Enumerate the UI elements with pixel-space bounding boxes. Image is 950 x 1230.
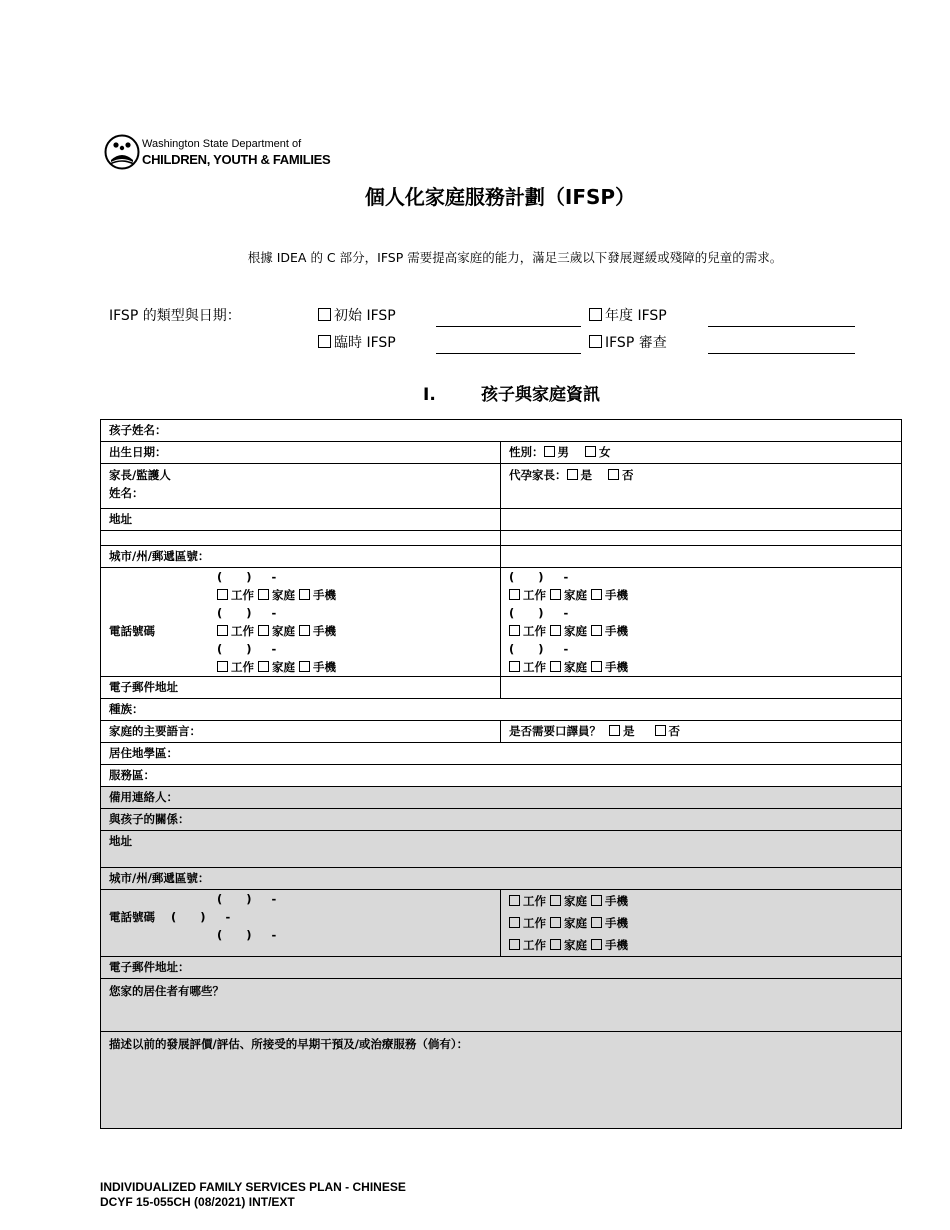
mobile-checkbox[interactable]: [591, 625, 602, 636]
option-label: 男: [557, 445, 569, 459]
interpreter-yes-checkbox[interactable]: [609, 725, 620, 736]
option-label: 家庭: [272, 624, 296, 638]
checkbox[interactable]: [589, 308, 602, 321]
phone-format: ( ) -: [217, 570, 277, 584]
female-checkbox[interactable]: [585, 446, 596, 457]
option-label: 年度 IFSP: [605, 308, 667, 324]
mobile-checkbox[interactable]: [299, 661, 310, 672]
phone-format: ( ) -: [217, 642, 277, 656]
option-label: 工作: [523, 660, 546, 674]
field-label: 代孕家長：: [509, 468, 567, 482]
option-label: 家庭: [564, 588, 588, 602]
phone-type-options: [217, 586, 492, 604]
address-line-2[interactable]: [101, 531, 501, 546]
field-label: 描述以前的發展評價/評估、所接受的早期干預及/或治療服務（倘有）：: [109, 1037, 469, 1051]
option-label: 工作: [231, 588, 254, 602]
alt-phone-field[interactable]: [101, 890, 501, 957]
home-checkbox[interactable]: [258, 661, 269, 672]
section-title: 孩子與家庭資訊: [481, 385, 600, 405]
language-field[interactable]: [101, 721, 501, 743]
address-field[interactable]: [101, 509, 501, 531]
address-line-2b[interactable]: [501, 531, 902, 546]
field-label: 備用連絡人：: [109, 790, 178, 804]
phone-type-options: [509, 586, 893, 604]
male-checkbox[interactable]: [544, 446, 555, 457]
option-label: 家庭: [564, 660, 588, 674]
option-label: 家庭: [272, 660, 296, 674]
ifsp-type-label: IFSP 的類型與日期：: [109, 308, 241, 324]
field-label: 電話號碼: [109, 910, 155, 924]
phone-type-options: [217, 622, 492, 640]
school-district-field[interactable]: [101, 743, 902, 765]
option-label: 是: [623, 724, 635, 738]
option-label: 家庭: [564, 938, 588, 952]
option-label: 工作: [523, 916, 546, 930]
home-checkbox[interactable]: [550, 895, 561, 906]
home-checkbox[interactable]: [550, 625, 561, 636]
email-field-2[interactable]: [501, 677, 902, 699]
field-label: 城市/州/郵遞區號：: [109, 549, 210, 563]
field-label: 電子郵件地址: [109, 680, 178, 694]
field-label: 居住地學區：: [109, 746, 178, 760]
home-checkbox[interactable]: [550, 661, 561, 672]
intro-text: 根據 IDEA 的 C 部分，IFSP 需要提高家庭的能力，滿足三歲以下發展遲緩或殘障的兒童的需求。: [247, 250, 783, 265]
work-checkbox[interactable]: [217, 625, 228, 636]
option-label: 工作: [231, 660, 254, 674]
checkbox[interactable]: [318, 308, 331, 321]
alt-address-field[interactable]: [101, 831, 902, 868]
footer-form-name: INDIVIDUALIZED FAMILY SERVICES PLAN - CHINESE: [100, 1180, 406, 1194]
field-label: 出生日期：: [109, 445, 167, 459]
phone-format: ( ) -: [217, 892, 277, 906]
option-label: 手機: [605, 916, 629, 930]
phone-field[interactable]: [101, 568, 501, 677]
option-label: 女: [599, 445, 611, 459]
field-label: 您家的居住者有哪些？: [109, 984, 224, 998]
option-annual-ifsp[interactable]: [589, 305, 667, 325]
mobile-checkbox[interactable]: [591, 661, 602, 672]
home-checkbox[interactable]: [550, 917, 561, 928]
form-title: 個人化家庭服務計劃（IFSP）: [364, 185, 636, 209]
city-field[interactable]: [101, 546, 501, 568]
dcyf-logo: [104, 134, 331, 172]
phone-format: ( ) -: [217, 606, 277, 620]
field-label: 性別：: [509, 445, 544, 459]
logo-line-2: CHILDREN, YOUTH & FAMILIES: [142, 152, 331, 167]
option-label: 工作: [523, 894, 546, 908]
option-label: 手機: [605, 624, 629, 638]
option-label: 否: [622, 468, 634, 482]
field-label: 種族：: [109, 702, 144, 716]
annual-ifsp-date-line[interactable]: [708, 326, 855, 327]
option-label: 手機: [313, 660, 337, 674]
mobile-checkbox[interactable]: [591, 895, 602, 906]
alt-city-field[interactable]: [101, 868, 902, 890]
option-label: 工作: [523, 624, 546, 638]
option-label: 手機: [313, 588, 337, 602]
option-label: 初始 IFSP: [334, 308, 396, 324]
section-number: I.: [423, 385, 436, 405]
option-ifsp-review[interactable]: [589, 332, 667, 352]
relationship-field[interactable]: [101, 809, 902, 831]
field-label: 姓名：: [109, 486, 144, 500]
home-checkbox[interactable]: [258, 589, 269, 600]
surrogate-field: [501, 464, 902, 509]
home-checkbox[interactable]: [550, 939, 561, 950]
option-label: 家庭: [272, 588, 296, 602]
option-label: 工作: [231, 624, 254, 638]
option-initial-ifsp[interactable]: [318, 305, 396, 325]
interpreter-field: [501, 721, 902, 743]
work-checkbox[interactable]: [509, 589, 520, 600]
option-label: 是: [580, 468, 592, 482]
mobile-checkbox[interactable]: [591, 939, 602, 950]
work-checkbox[interactable]: [509, 661, 520, 672]
home-checkbox[interactable]: [550, 589, 561, 600]
interim-ifsp-date-line[interactable]: [436, 353, 581, 354]
field-label: 電話號碼: [109, 624, 155, 638]
work-checkbox[interactable]: [217, 661, 228, 672]
option-label: 臨時 IFSP: [334, 335, 396, 351]
option-label: 手機: [605, 660, 629, 674]
prior-services-field[interactable]: [101, 1032, 902, 1129]
guardian-name-field[interactable]: [101, 464, 501, 509]
field-label: 孩子姓名：: [109, 423, 167, 437]
phone-format: ( ) -: [217, 928, 277, 942]
surrogate-no-checkbox[interactable]: [608, 469, 619, 480]
work-checkbox[interactable]: [217, 589, 228, 600]
interpreter-no-checkbox[interactable]: [655, 725, 666, 736]
city-field-2[interactable]: [501, 546, 902, 568]
gender-field: [501, 442, 902, 464]
field-label: 家長/監護人: [109, 468, 171, 482]
work-checkbox[interactable]: [509, 895, 520, 906]
dob-field[interactable]: [101, 442, 501, 464]
option-label: 手機: [605, 588, 629, 602]
option-label: 工作: [523, 938, 546, 952]
mobile-checkbox[interactable]: [299, 625, 310, 636]
phone-type-options: [509, 890, 893, 912]
checkbox[interactable]: [318, 335, 331, 348]
mobile-checkbox[interactable]: [591, 917, 602, 928]
option-label: 手機: [605, 894, 629, 908]
mobile-checkbox[interactable]: [299, 589, 310, 600]
alt-phone-field-2[interactable]: [501, 890, 902, 957]
alt-email-field[interactable]: [101, 957, 902, 979]
field-label: 與孩子的關係：: [109, 812, 190, 826]
option-label: 工作: [523, 588, 546, 602]
email-field[interactable]: [101, 677, 501, 699]
child-name-field[interactable]: [101, 420, 902, 442]
field-label: 地址: [109, 512, 132, 526]
option-label: IFSP 審查: [605, 335, 667, 351]
field-label: 家庭的主要語言：: [109, 724, 201, 738]
work-checkbox[interactable]: [509, 917, 520, 928]
service-area-field[interactable]: [101, 765, 902, 787]
home-checkbox[interactable]: [258, 625, 269, 636]
phone-type-options: [509, 622, 893, 640]
phone-type-options: [509, 934, 893, 956]
option-label: 手機: [605, 938, 629, 952]
field-label: 是否需要口譯員？: [509, 724, 601, 738]
option-label: 否: [668, 724, 681, 738]
dcyf-emblem-icon: [104, 134, 140, 170]
footer-form-number: DCYF 15-055CH (08/2021) INT/EXT: [100, 1195, 295, 1209]
work-checkbox[interactable]: [509, 625, 520, 636]
mobile-checkbox[interactable]: [591, 589, 602, 600]
initial-ifsp-date-line[interactable]: [436, 326, 581, 327]
surrogate-yes-checkbox[interactable]: [567, 469, 578, 480]
address-field-2[interactable]: [501, 509, 902, 531]
child-family-info-table: [100, 419, 902, 1129]
checkbox[interactable]: [589, 335, 602, 348]
option-label: 手機: [313, 624, 337, 638]
phone-type-options: [509, 912, 893, 934]
phone-type-options: [217, 658, 492, 676]
ifsp-review-date-line[interactable]: [708, 353, 855, 354]
phone-format: ( ) -: [171, 910, 231, 924]
phone-format: ( ) -: [509, 570, 569, 584]
phone-format: ( ) -: [509, 606, 569, 620]
phone-type-options: [509, 658, 893, 676]
race-field[interactable]: [101, 699, 902, 721]
option-interim-ifsp[interactable]: [318, 332, 396, 352]
option-label: 家庭: [564, 916, 588, 930]
field-label: 城市/州/郵遞區號：: [109, 871, 210, 885]
option-label: 家庭: [564, 894, 588, 908]
phone-format: ( ) -: [509, 642, 569, 656]
logo-line-1: Washington State Department of: [142, 138, 302, 150]
option-label: 家庭: [564, 624, 588, 638]
field-label: 電子郵件地址：: [109, 960, 190, 974]
field-label: 地址: [109, 834, 132, 848]
work-checkbox[interactable]: [509, 939, 520, 950]
phone-field-2[interactable]: [501, 568, 902, 677]
section-heading: [423, 380, 600, 405]
field-label: 服務區：: [109, 768, 155, 782]
alt-contact-field[interactable]: [101, 787, 902, 809]
residents-field[interactable]: [101, 979, 902, 1032]
